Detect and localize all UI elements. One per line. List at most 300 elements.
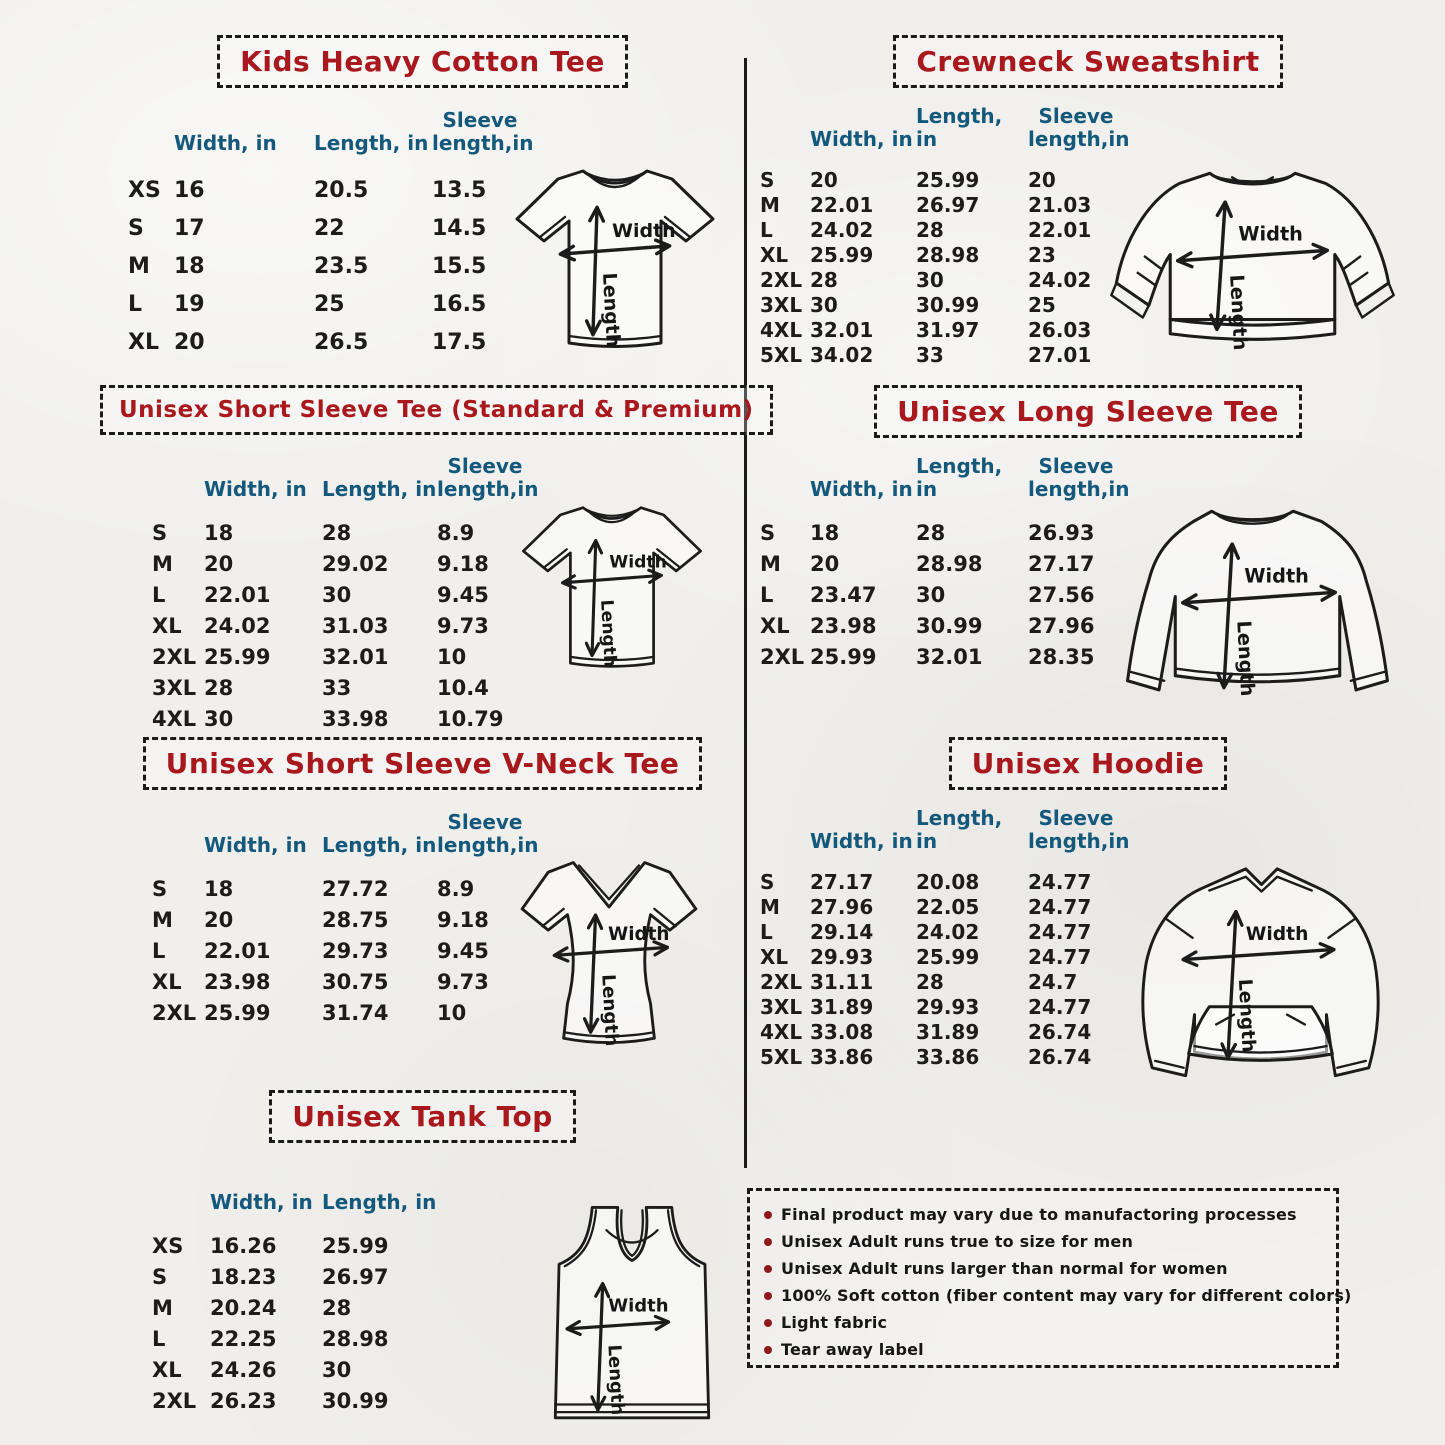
size-row bbox=[152, 966, 533, 997]
measurement-value: 18 bbox=[174, 253, 205, 279]
size-label: 5XL bbox=[760, 342, 803, 367]
measurement-value: 30 bbox=[810, 292, 838, 317]
measurement-value: 16.26 bbox=[210, 1233, 277, 1258]
measurement-value: 9.18 bbox=[437, 907, 489, 932]
measurement-value: 29.93 bbox=[810, 944, 874, 969]
size-table bbox=[760, 97, 1130, 367]
size-label: S bbox=[760, 167, 775, 192]
measurement-value: 23.98 bbox=[810, 613, 877, 638]
size-label: M bbox=[152, 551, 173, 576]
measurement-value: 24.26 bbox=[210, 1357, 277, 1382]
width-label: Width bbox=[609, 552, 667, 573]
width-label: Width bbox=[608, 923, 670, 945]
measurement-value: 31.74 bbox=[322, 1000, 389, 1025]
column-header: Sleeve length,in bbox=[1028, 104, 1130, 151]
size-label: XL bbox=[128, 329, 159, 355]
measurement-value: 8.9 bbox=[437, 876, 475, 901]
measurement-value: 25.99 bbox=[916, 167, 980, 192]
measurement-value: 24.77 bbox=[1028, 994, 1092, 1019]
bullet-icon bbox=[764, 1346, 772, 1354]
size-label: 2XL bbox=[152, 644, 197, 669]
size-label: L bbox=[152, 938, 166, 963]
size-row bbox=[760, 217, 1124, 242]
section-title: Kids Heavy Cotton Tee bbox=[217, 35, 628, 88]
note-text: Light fabric bbox=[781, 1313, 888, 1332]
measurement-value: 29.14 bbox=[810, 919, 874, 944]
measurement-value: 30 bbox=[322, 1357, 352, 1382]
note-item bbox=[764, 1255, 1322, 1282]
column-header: Width, in bbox=[810, 127, 913, 151]
size-label: M bbox=[128, 253, 150, 279]
note-item bbox=[764, 1309, 1322, 1336]
size-row bbox=[152, 703, 533, 734]
long-sleeve-tee-diagram bbox=[1090, 495, 1425, 720]
measurement-value: 31.03 bbox=[322, 613, 389, 638]
size-label: L bbox=[760, 217, 773, 242]
size-row bbox=[152, 517, 533, 548]
measurement-value: 27.72 bbox=[322, 876, 389, 901]
size-row bbox=[760, 242, 1124, 267]
size-row bbox=[760, 292, 1124, 317]
notes-box bbox=[747, 1188, 1352, 1368]
size-label: XL bbox=[152, 613, 182, 638]
size-label: 3XL bbox=[152, 675, 197, 700]
size-row bbox=[128, 247, 528, 285]
measurement-value: 28 bbox=[916, 520, 946, 545]
bullet-icon bbox=[764, 1238, 772, 1246]
size-label: L bbox=[152, 582, 166, 607]
measurement-value: 20 bbox=[810, 167, 838, 192]
measurement-value: 29.93 bbox=[916, 994, 980, 1019]
measurement-value: 28.98 bbox=[322, 1326, 389, 1351]
measurement-value: 22.01 bbox=[810, 192, 874, 217]
vneck-tee-diagram bbox=[498, 851, 720, 1056]
measurement-value: 28 bbox=[322, 520, 352, 545]
size-row bbox=[760, 944, 1124, 969]
size-table bbox=[152, 447, 539, 734]
section-title: Unisex Long Sleeve Tee bbox=[874, 385, 1302, 438]
size-label: L bbox=[760, 919, 773, 944]
size-row bbox=[760, 192, 1124, 217]
tee-diagram bbox=[500, 157, 730, 357]
measurement-value: 23.5 bbox=[314, 253, 369, 279]
measurement-value: 27.96 bbox=[1028, 613, 1095, 638]
section-unisex-hoodie bbox=[758, 737, 1438, 1097]
section-title: Unisex Hoodie bbox=[949, 737, 1228, 790]
measurement-value: 27.17 bbox=[810, 869, 874, 894]
measurement-value: 29.02 bbox=[322, 551, 389, 576]
note-item bbox=[764, 1336, 1322, 1363]
size-label: M bbox=[760, 894, 780, 919]
measurement-value: 17.5 bbox=[432, 329, 487, 355]
measurement-value: 20 bbox=[174, 329, 205, 355]
size-row bbox=[128, 285, 528, 323]
measurement-value: 26.93 bbox=[1028, 520, 1095, 545]
hoodie-diagram bbox=[1098, 859, 1423, 1087]
measurement-value: 18 bbox=[204, 876, 234, 901]
measurement-value: 10 bbox=[437, 1000, 467, 1025]
size-label: 3XL bbox=[760, 292, 803, 317]
table-header-row bbox=[152, 1160, 452, 1216]
note-item bbox=[764, 1228, 1322, 1255]
measurement-value: 33 bbox=[916, 342, 944, 367]
size-label: L bbox=[152, 1326, 166, 1351]
width-label: Width bbox=[612, 220, 676, 242]
bullet-icon bbox=[764, 1265, 772, 1273]
note-item bbox=[764, 1282, 1352, 1309]
size-row bbox=[128, 171, 528, 209]
measurement-value: 33.98 bbox=[322, 706, 389, 731]
measurement-value: 26.74 bbox=[1028, 1019, 1092, 1044]
measurement-value: 22.01 bbox=[1028, 217, 1092, 242]
size-row bbox=[760, 317, 1124, 342]
column-header: Length, in bbox=[322, 477, 437, 501]
measurement-value: 28 bbox=[204, 675, 234, 700]
size-row bbox=[760, 869, 1124, 894]
measurement-value: 33 bbox=[322, 675, 352, 700]
measurement-value: 27.56 bbox=[1028, 582, 1095, 607]
size-row bbox=[152, 1385, 452, 1416]
measurement-value: 20.08 bbox=[916, 869, 980, 894]
sweatshirt-diagram bbox=[1090, 155, 1415, 370]
size-label: XL bbox=[760, 944, 789, 969]
measurement-value: 28.98 bbox=[916, 551, 983, 576]
column-header: Length, in bbox=[916, 104, 1003, 151]
size-row bbox=[760, 548, 1124, 579]
size-label: 2XL bbox=[152, 1388, 197, 1413]
length-label: Length bbox=[1225, 273, 1253, 351]
size-row bbox=[760, 579, 1124, 610]
measurement-value: 25.99 bbox=[322, 1233, 389, 1258]
column-header: Sleeve length,in bbox=[432, 108, 534, 155]
measurement-value: 20.5 bbox=[314, 177, 369, 203]
measurement-value: 31.89 bbox=[916, 1019, 980, 1044]
size-row bbox=[760, 894, 1124, 919]
column-header: Width, in bbox=[204, 477, 307, 501]
measurement-value: 29.73 bbox=[322, 938, 389, 963]
size-label: M bbox=[152, 1295, 173, 1320]
measurement-value: 9.45 bbox=[437, 582, 489, 607]
measurement-value: 25 bbox=[314, 291, 345, 317]
measurement-value: 24.77 bbox=[1028, 894, 1092, 919]
size-row bbox=[152, 548, 533, 579]
header-spacer bbox=[152, 1214, 210, 1216]
measurement-value: 9.73 bbox=[437, 613, 489, 638]
section-title: Unisex Tank Top bbox=[269, 1090, 576, 1143]
measurement-value: 26.5 bbox=[314, 329, 369, 355]
measurement-value: 24.77 bbox=[1028, 869, 1092, 894]
measurement-value: 25.99 bbox=[810, 242, 874, 267]
header-spacer bbox=[760, 853, 810, 855]
measurement-value: 22 bbox=[314, 215, 345, 241]
size-row bbox=[128, 323, 528, 361]
measurement-value: 34.02 bbox=[810, 342, 874, 367]
size-label: L bbox=[760, 582, 774, 607]
header-spacer bbox=[760, 151, 810, 153]
measurement-value: 18.23 bbox=[210, 1264, 277, 1289]
size-label: XL bbox=[760, 613, 790, 638]
width-label: Width bbox=[1238, 222, 1303, 246]
header-spacer bbox=[152, 501, 204, 503]
measurement-value: 27.17 bbox=[1028, 551, 1095, 576]
size-label: 4XL bbox=[760, 317, 803, 342]
measurement-value: 10 bbox=[437, 644, 467, 669]
length-label: Length bbox=[597, 973, 622, 1047]
column-header: Length, in bbox=[322, 833, 437, 857]
measurement-value: 18 bbox=[810, 520, 840, 545]
size-row bbox=[152, 579, 533, 610]
size-table bbox=[760, 447, 1130, 672]
length-label: Length bbox=[603, 1343, 628, 1416]
measurement-value: 28.75 bbox=[322, 907, 389, 932]
measurement-value: 9.73 bbox=[437, 969, 489, 994]
measurement-value: 31.89 bbox=[810, 994, 874, 1019]
section-crewneck-sweatshirt bbox=[758, 35, 1438, 385]
column-header: Width, in bbox=[204, 833, 307, 857]
measurement-value: 15.5 bbox=[432, 253, 487, 279]
size-label: M bbox=[760, 192, 780, 217]
table-header-row bbox=[152, 447, 539, 503]
size-row bbox=[760, 1019, 1124, 1044]
size-label: S bbox=[152, 876, 168, 901]
measurement-value: 28 bbox=[322, 1295, 352, 1320]
measurement-value: 32.01 bbox=[810, 317, 874, 342]
note-text: Final product may vary due to manufactoring processes bbox=[781, 1205, 1297, 1224]
measurement-value: 23 bbox=[1028, 242, 1056, 267]
section-title: Unisex Short Sleeve V-Neck Tee bbox=[143, 737, 703, 790]
measurement-value: 30 bbox=[916, 582, 946, 607]
size-label: XS bbox=[128, 177, 161, 203]
size-row bbox=[128, 209, 528, 247]
tee-diagram bbox=[508, 495, 716, 676]
length-label: Length bbox=[596, 599, 620, 668]
measurement-value: 24.02 bbox=[204, 613, 271, 638]
measurement-value: 20.24 bbox=[210, 1295, 277, 1320]
column-header: Sleeve length,in bbox=[1028, 454, 1130, 501]
measurement-value: 22.05 bbox=[916, 894, 980, 919]
measurement-value: 28 bbox=[916, 217, 944, 242]
measurement-value: 30.99 bbox=[322, 1388, 389, 1413]
measurement-value: 33.08 bbox=[810, 1019, 874, 1044]
size-table bbox=[152, 803, 539, 1028]
measurement-value: 9.18 bbox=[437, 551, 489, 576]
size-row bbox=[760, 267, 1124, 292]
measurement-value: 25.99 bbox=[916, 944, 980, 969]
measurement-value: 32.01 bbox=[916, 644, 983, 669]
size-row bbox=[152, 1292, 452, 1323]
section-title: Crewneck Sweatshirt bbox=[893, 35, 1282, 88]
measurement-value: 19 bbox=[174, 291, 205, 317]
measurement-value: 21.03 bbox=[1028, 192, 1092, 217]
section-unisex-long-sleeve-tee bbox=[758, 385, 1438, 730]
measurement-value: 22.25 bbox=[210, 1326, 277, 1351]
measurement-value: 20 bbox=[204, 551, 234, 576]
measurement-value: 33.86 bbox=[916, 1044, 980, 1069]
length-label: Length bbox=[598, 272, 624, 348]
size-row bbox=[760, 1044, 1124, 1069]
width-label: Width bbox=[608, 1295, 669, 1317]
tank-top-diagram bbox=[542, 1198, 722, 1435]
table-header-row bbox=[760, 97, 1130, 153]
header-spacer bbox=[152, 857, 204, 859]
measurement-value: 24.02 bbox=[810, 217, 874, 242]
size-label: 2XL bbox=[152, 1000, 197, 1025]
measurement-value: 30.99 bbox=[916, 292, 980, 317]
measurement-value: 9.45 bbox=[437, 938, 489, 963]
bullet-icon bbox=[764, 1211, 772, 1219]
measurement-value: 33.86 bbox=[810, 1044, 874, 1069]
size-label: 2XL bbox=[760, 969, 803, 994]
measurement-value: 23.98 bbox=[204, 969, 271, 994]
size-row bbox=[152, 997, 533, 1028]
measurement-value: 28.35 bbox=[1028, 644, 1095, 669]
size-table bbox=[152, 1160, 452, 1416]
measurement-value: 20 bbox=[1028, 167, 1056, 192]
size-row bbox=[760, 342, 1124, 367]
measurement-value: 14.5 bbox=[432, 215, 487, 241]
bullet-icon bbox=[764, 1292, 772, 1300]
measurement-value: 26.23 bbox=[210, 1388, 277, 1413]
size-row bbox=[760, 969, 1124, 994]
measurement-value: 26.97 bbox=[322, 1264, 389, 1289]
measurement-value: 27.01 bbox=[1028, 342, 1092, 367]
size-label: S bbox=[760, 869, 775, 894]
measurement-value: 16 bbox=[174, 177, 205, 203]
size-row bbox=[760, 517, 1124, 548]
measurement-value: 27.96 bbox=[810, 894, 874, 919]
size-row bbox=[152, 610, 533, 641]
measurement-value: 24.02 bbox=[916, 919, 980, 944]
note-text: 100% Soft cotton (fiber content may vary for different colors) bbox=[781, 1286, 1352, 1305]
measurement-value: 17 bbox=[174, 215, 205, 241]
size-label: S bbox=[152, 1264, 168, 1289]
size-row bbox=[760, 167, 1124, 192]
size-table bbox=[128, 101, 534, 361]
column-header: Length, in bbox=[322, 1190, 437, 1214]
note-text: Unisex Adult runs true to size for men bbox=[781, 1232, 1134, 1251]
section-kids-heavy-cotton-tee bbox=[100, 35, 745, 380]
table-header-row bbox=[152, 803, 539, 859]
measurement-value: 20 bbox=[810, 551, 840, 576]
column-header: Sleeve length,in bbox=[1028, 806, 1130, 853]
size-label: S bbox=[152, 520, 168, 545]
size-row bbox=[152, 641, 533, 672]
measurement-value: 23.47 bbox=[810, 582, 877, 607]
measurement-value: 31.11 bbox=[810, 969, 874, 994]
column-header: Width, in bbox=[810, 829, 913, 853]
length-label: Length bbox=[1232, 619, 1260, 697]
length-label: Length bbox=[1233, 978, 1259, 1053]
section-unisex-short-sleeve-tee bbox=[100, 385, 754, 731]
measurement-value: 24.77 bbox=[1028, 919, 1092, 944]
measurement-value: 22.01 bbox=[204, 938, 271, 963]
measurement-value: 30 bbox=[916, 267, 944, 292]
measurement-value: 25 bbox=[1028, 292, 1056, 317]
measurement-value: 16.5 bbox=[432, 291, 487, 317]
measurement-value: 28 bbox=[810, 267, 838, 292]
measurement-value: 30 bbox=[204, 706, 234, 731]
measurement-value: 20 bbox=[204, 907, 234, 932]
measurement-value: 25.99 bbox=[810, 644, 877, 669]
size-row bbox=[760, 610, 1124, 641]
size-label: 2XL bbox=[760, 644, 805, 669]
measurement-value: 26.03 bbox=[1028, 317, 1092, 342]
measurement-value: 28.98 bbox=[916, 242, 980, 267]
size-label: 5XL bbox=[760, 1044, 803, 1069]
section-title: Unisex Short Sleeve Tee (Standard & Premium) bbox=[100, 385, 773, 435]
measurement-value: 10.4 bbox=[437, 675, 489, 700]
measurement-value: 18 bbox=[204, 520, 234, 545]
measurement-value: 8.9 bbox=[437, 520, 475, 545]
measurement-value: 10.79 bbox=[437, 706, 504, 731]
size-row bbox=[760, 994, 1124, 1019]
column-header: Length, in bbox=[916, 454, 1003, 501]
measurement-value: 25.99 bbox=[204, 644, 271, 669]
size-label: M bbox=[760, 551, 781, 576]
size-row bbox=[760, 641, 1124, 672]
measurement-value: 28 bbox=[916, 969, 944, 994]
size-row bbox=[152, 873, 533, 904]
measurement-value: 22.01 bbox=[204, 582, 271, 607]
column-header: Width, in bbox=[210, 1190, 313, 1214]
note-text: Unisex Adult runs larger than normal for women bbox=[781, 1259, 1228, 1278]
size-label: 4XL bbox=[760, 1019, 803, 1044]
size-row bbox=[152, 1261, 452, 1292]
measurement-value: 24.77 bbox=[1028, 944, 1092, 969]
size-label: S bbox=[128, 215, 144, 241]
measurement-value: 31.97 bbox=[916, 317, 980, 342]
size-table bbox=[760, 799, 1130, 1069]
column-header: Length, in bbox=[314, 131, 429, 155]
size-row bbox=[760, 919, 1124, 944]
table-header-row bbox=[760, 447, 1130, 503]
column-header: Width, in bbox=[810, 477, 913, 501]
measurement-value: 26.97 bbox=[916, 192, 980, 217]
column-header: Width, in bbox=[174, 131, 277, 155]
size-row bbox=[152, 1323, 452, 1354]
width-label: Width bbox=[1244, 564, 1309, 588]
size-label: M bbox=[152, 907, 173, 932]
measurement-value: 30.75 bbox=[322, 969, 389, 994]
header-spacer bbox=[760, 501, 810, 503]
size-label: XL bbox=[152, 1357, 182, 1382]
measurement-value: 32.01 bbox=[322, 644, 389, 669]
size-row bbox=[152, 1230, 452, 1261]
bullet-icon bbox=[764, 1319, 772, 1327]
measurement-value: 26.74 bbox=[1028, 1044, 1092, 1069]
table-header-row bbox=[760, 799, 1130, 855]
measurement-value: 24.7 bbox=[1028, 969, 1078, 994]
column-header: Sleeve length,in bbox=[437, 810, 539, 857]
note-text: Tear away label bbox=[781, 1340, 924, 1359]
column-header: Length, in bbox=[916, 806, 1003, 853]
measurement-value: 30.99 bbox=[916, 613, 983, 638]
size-row bbox=[152, 672, 533, 703]
size-label: XS bbox=[152, 1233, 184, 1258]
size-label: 2XL bbox=[760, 267, 803, 292]
header-spacer bbox=[128, 155, 174, 157]
size-row bbox=[152, 1354, 452, 1385]
measurement-value: 24.02 bbox=[1028, 267, 1092, 292]
width-label: Width bbox=[1245, 923, 1309, 945]
size-label: XL bbox=[152, 969, 182, 994]
size-label: L bbox=[128, 291, 143, 317]
size-row bbox=[152, 904, 533, 935]
table-header-row bbox=[128, 101, 534, 157]
measurement-value: 30 bbox=[322, 582, 352, 607]
section-unisex-tank-top bbox=[100, 1090, 745, 1445]
column-header: Sleeve length,in bbox=[437, 454, 539, 501]
